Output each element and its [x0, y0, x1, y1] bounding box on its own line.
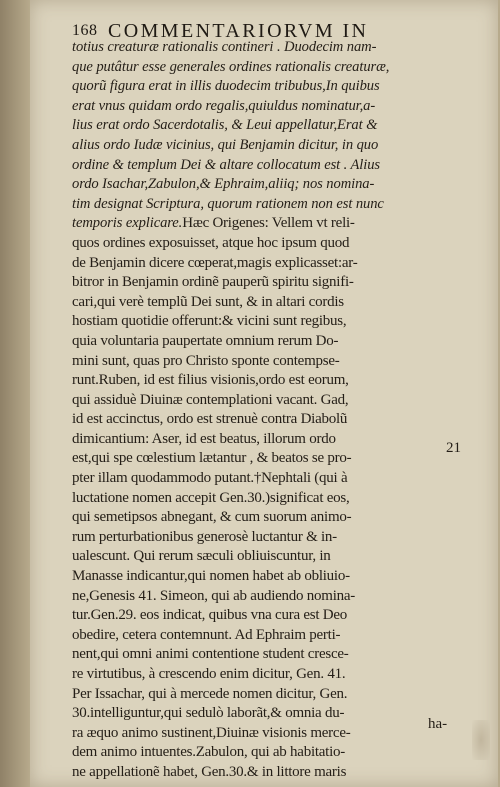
text-line: rum perturbationibus generosè luctantur & in- [72, 528, 337, 545]
text-line: que putâtur esse generales ordines rationalis creaturæ, [72, 58, 390, 75]
text-line: luctatione nomen accepit Gen.30.)significat eos, [72, 489, 350, 506]
text-line: de Benjamin dicere cœperat,magis explicasset:ar- [72, 254, 358, 271]
text-line: lius erat ordo Sacerdotalis, & Leui appellatur,Erat & [72, 117, 378, 134]
text-line: dimicantium: Aser, id est beatus, illorum ordo [72, 430, 336, 447]
text-line: runt.Ruben, id est filius visionis,ordo est eorum, [72, 372, 349, 389]
italic-segment: temporis explicare. [72, 215, 183, 232]
text-line: quorũ figura erat in illis duodecim tribubus,In quibus [72, 78, 380, 95]
text-line: quia voluntaria paupertate omnium rerum Do- [72, 332, 339, 349]
text-line: Per Issachar, qui à mercede nomen dicitur, Gen. [72, 685, 348, 702]
text-line: tur.Gen.29. eos indicat, quibus vna cura est Deo [72, 607, 348, 624]
text-line: nent,qui omni animi contentione student cresce- [72, 646, 349, 663]
page-stain [472, 720, 490, 760]
text-line: id est accinctus, ordo est strenuè contra Diabolũ [72, 411, 348, 428]
body-text [72, 38, 450, 783]
text-line: mini sunt, quas pro Christo sponte contempse- [72, 352, 340, 369]
text-line: dem animo intuentes.Zabulon, qui ab habitatio- [72, 744, 346, 761]
catchword: ha- [428, 716, 448, 732]
text-line: cari,qui verè templũ Dei sunt, & in altari cordis [72, 293, 344, 310]
text-line: quos ordines exposuisset, atque hoc ipsum quod [72, 234, 350, 251]
text-line-mixed [72, 214, 450, 234]
text-line: totius creaturæ rationalis contineri . Duodecim nam- [72, 39, 377, 55]
text-line: Manasse indicantur,qui nomen habet ab obliuio- [72, 568, 350, 585]
margin-note-number: 21 [446, 440, 461, 456]
text-line: obedire, cetera contemnunt. Ad Ephraim perti- [72, 626, 341, 643]
text-line: re virtutibus, à crescendo enim dicitur, Gen. 41. [72, 666, 346, 682]
text-line: ra æquo animo sustinent,Diuinæ visionis merce- [72, 724, 351, 741]
running-title: COMMENTARIORVM IN [108, 20, 369, 42]
text-line: ne,Genesis 41. Simeon, qui ab audiendo nomina- [72, 587, 356, 604]
text-line: ualescunt. Qui rerum sæculi obliuiscuntur, in [72, 548, 331, 565]
text-line: ne appellationẽ habet, Gen.30.& in littore maris [72, 763, 347, 780]
text-line: est,qui spe cœlestium lætantur , & beatos se pro- [72, 450, 352, 467]
binding-gutter [0, 0, 30, 787]
text-line: tim designat Scriptura, quorum rationem non est nunc [72, 195, 384, 212]
text-line: qui semetipsos abnegant, & cum suorum animo- [72, 509, 352, 526]
text-line: bitror in Benjamin ordinẽ pauperũ spiritu signifi- [72, 274, 354, 291]
text-line: ordo Isachar,Zabulon,& Ephraim,aliiq; nos nomina- [72, 176, 375, 193]
page-number: 168 [72, 22, 98, 39]
roman-segment: Hæc Origenes: Vellem vt reli- [182, 215, 355, 232]
text-line: ordine & templum Dei & altare collocatum est . Alius [72, 156, 380, 173]
text-line: qui assiduè Diuinæ contemplationi vacant. Gad, [72, 391, 349, 408]
text-line: 30.intelliguntur,qui sedulò laborãt,& omnia du- [72, 705, 345, 722]
text-line: erat vnus quidam ordo regalis,quiuldus nominatur,a- [72, 97, 376, 114]
text-line: pter illam quodammodo putant.†Nephtali (qui à [72, 470, 348, 487]
text-line: alius ordo Iudæ vicinius, qui Benjamin dicitur, in quo [72, 136, 379, 153]
text-line: hostiam quotidie offerunt:& vicini sunt regibus, [72, 313, 347, 330]
